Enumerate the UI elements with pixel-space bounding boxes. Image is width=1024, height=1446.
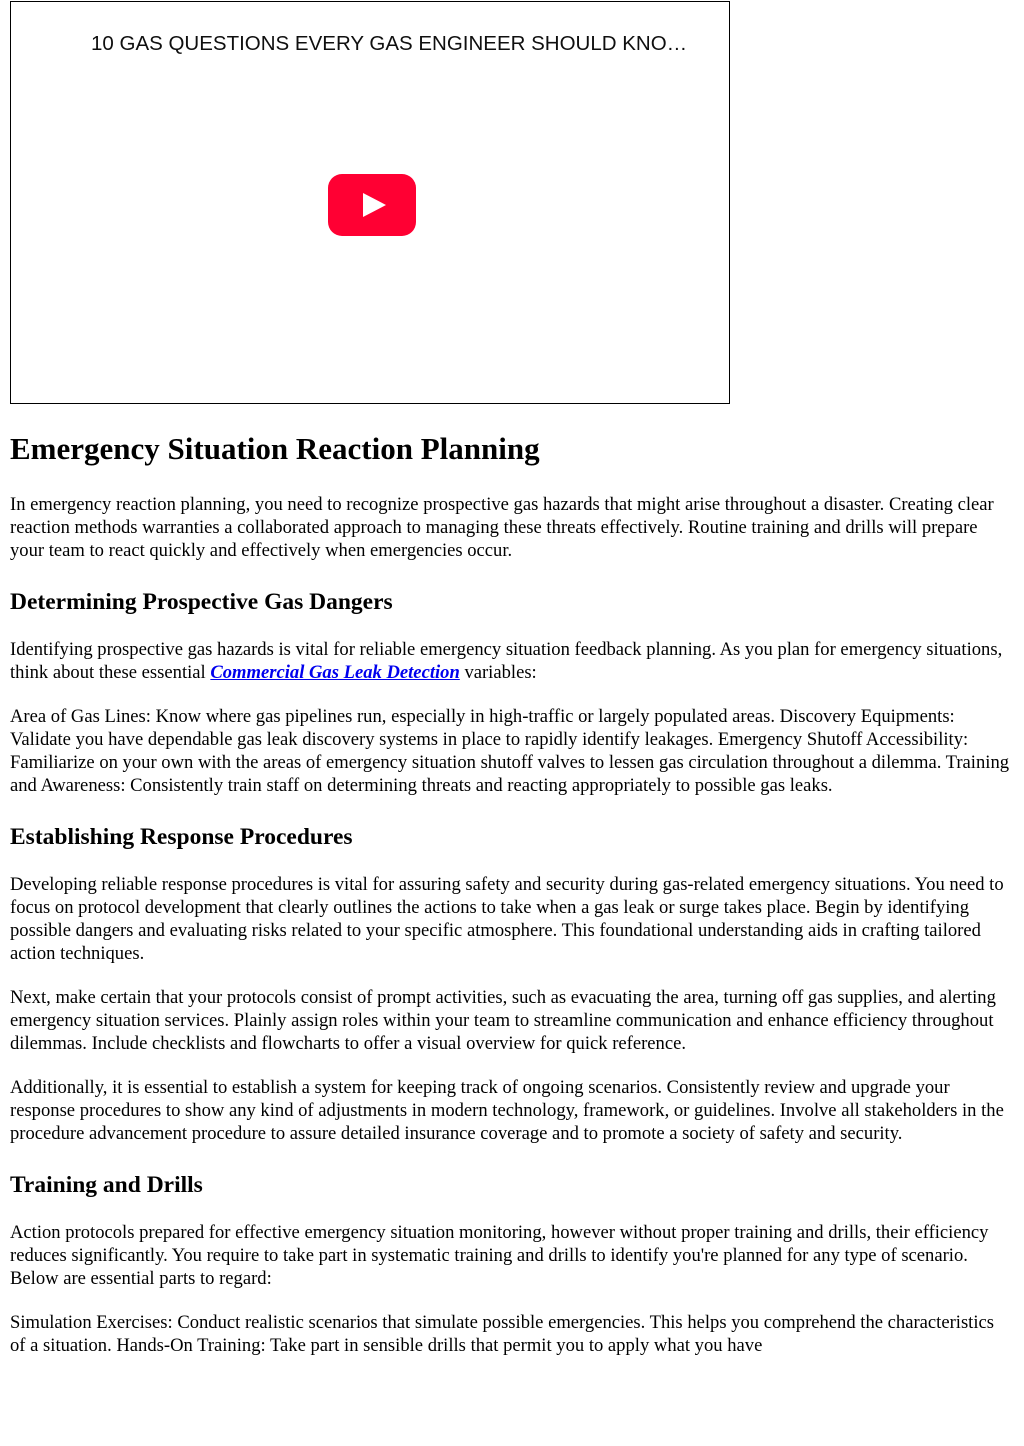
article-title: Emergency Situation Reaction Planning	[10, 431, 540, 466]
response-procedures-paragraph-2: Next, make certain that your protocols consist of prompt activities, such as evacuating the area, turning off gas supplies, and alerting emergency situation services. Plainly assign roles within your team to streamline communication and enhance efficiency throughout dilemmas. Include checklists and flowcharts to offer a visual overview for quick reference.	[10, 987, 996, 1054]
gas-dangers-text-after: variables:	[459, 662, 537, 683]
section-heading-training-drills: Training and Drills	[10, 1172, 203, 1198]
training-drills-paragraph-2: Simulation Exercises: Conduct realistic scenarios that simulate possible emergencies. This helps you comprehend the characteristics of a situation. Hands-On Training: Take part in sensible drills that permit you to apply what you have	[10, 1312, 994, 1356]
response-procedures-paragraph-3: Additionally, it is essential to establish a system for keeping track of ongoing scenarios. Consistently review and upgrade your response procedures to show any kind of adjustments in modern technology, framework, or guidelines. Involve all stakeholders in the procedure advancement procedure to assure detailed insurance coverage and to promote a society of safety and security.	[10, 1077, 1004, 1144]
section-heading-gas-dangers: Determining Prospective Gas Dangers	[10, 589, 393, 615]
video-title[interactable]: 10 GAS QUESTIONS EVERY GAS ENGINEER SHOULD KNO…	[91, 32, 688, 55]
training-drills-paragraph-1: Action protocols prepared for effective emergency situation monitoring, however without proper training and drills, their efficiency reduces significantly. You require to take part in systematic training and drills to identify you're planned for any type of scenario. Below are essential parts to regard:	[10, 1222, 989, 1289]
play-button[interactable]	[328, 174, 416, 236]
video-embed[interactable]	[10, 1, 730, 404]
page	[0, 1, 1024, 1357]
gas-dangers-paragraph-1	[10, 638, 1014, 684]
section-heading-response-procedures: Establishing Response Procedures	[10, 824, 353, 850]
gas-dangers-text-before: Identifying prospective gas hazards is vital for reliable emergency situation feedback planning. As you plan for emergency situations, think about these essential	[10, 639, 1003, 683]
gas-dangers-paragraph-2: Area of Gas Lines: Know where gas pipelines run, especially in high-traffic or largely populated areas. Discovery Equipments: Validate you have dependable gas leak discovery systems in place to rapidly identify leakages. Emergency Shutoff Accessibility: Familiarize on your own with the areas of emergency situation shutoff valves to lessen gas circulation throughout a dilemma. Training and Awareness: Consistently train staff on determining threats and reacting appropriately to possible gas leaks.	[10, 706, 1010, 796]
play-icon	[328, 174, 416, 236]
commercial-gas-leak-detection-link[interactable]: Commercial Gas Leak Detection	[210, 662, 460, 683]
response-procedures-paragraph-1: Developing reliable response procedures is vital for assuring safety and security during gas-related emergency situations. You need to focus on protocol development that clearly outlines the actions to take when a gas leak or surge takes place. Begin by identifying possible dangers and evaluating risks related to your specific atmosphere. This foundational understanding aids in crafting tailored action techniques.	[10, 874, 1004, 964]
intro-paragraph: In emergency reaction planning, you need to recognize prospective gas hazards that might arise throughout a disaster. Creating clear reaction methods warranties a collaborated approach to managing these threats effectively. Routine training and drills will prepare your team to react quickly and effectively when emergencies occur.	[10, 494, 994, 561]
